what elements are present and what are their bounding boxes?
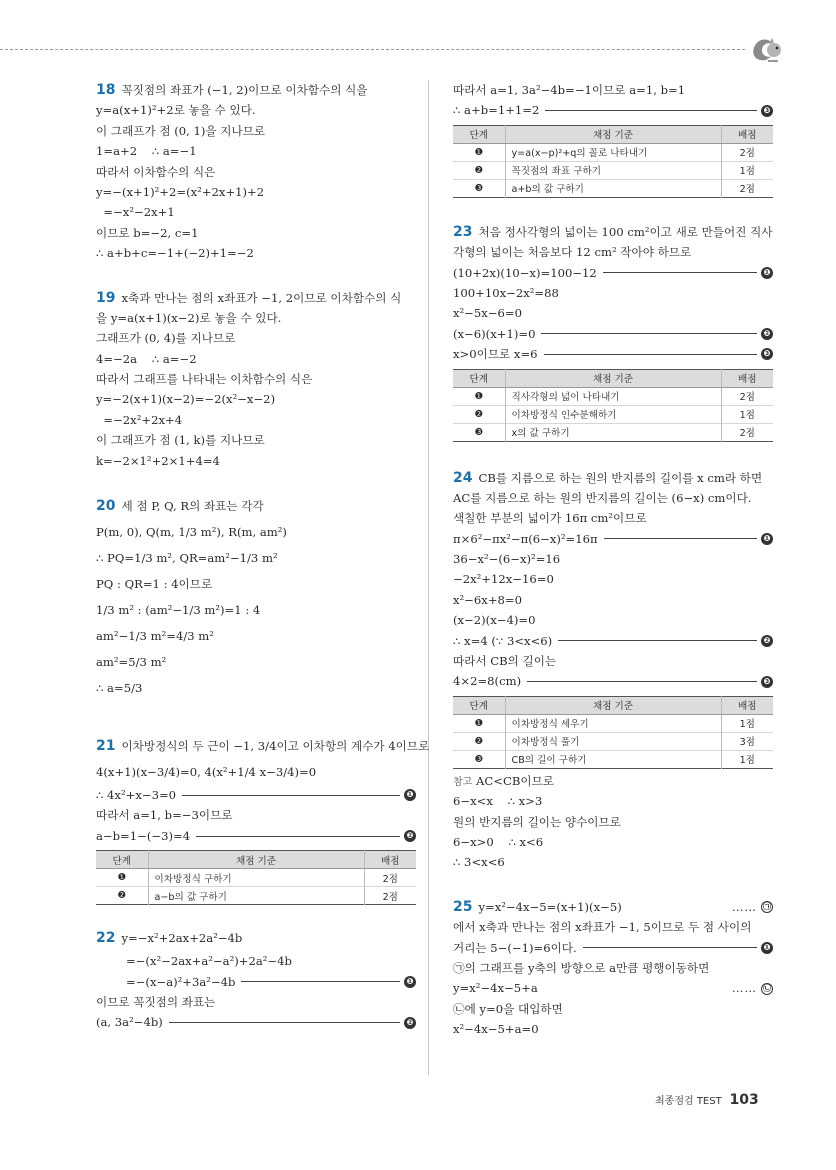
solution-line: ㉠의 그래프를 y축의 방향으로 a만큼 평행이동하면 — [453, 960, 710, 975]
solution-line: 6−x<x ∴ x>3 — [453, 794, 543, 809]
column-divider — [428, 80, 429, 1075]
solution-line: =−x²−2x+1 — [96, 205, 175, 220]
solution-line: 색칠한 부분의 넓이가 16π cm²이므로 — [453, 511, 647, 526]
table-row: ❷ 꼭짓점의 좌표 구하기 1점 — [453, 161, 773, 179]
solution-line: y=x²−4x−5=(x+1)(x−5) — [478, 899, 622, 914]
step-leader-line — [544, 354, 757, 355]
problem-number: 18 — [96, 82, 116, 98]
solution-line: ∴ 3<x<6 — [453, 855, 505, 870]
step-leader-line — [604, 538, 757, 539]
solution-line: k=−2×1²+2×1+4=4 — [96, 453, 220, 468]
step-marker: ❷ — [761, 328, 773, 340]
step-leader-line — [182, 795, 400, 796]
solution-line: 거리는 5−(−1)=6이다. — [453, 940, 577, 955]
solution-line: 따라서 a=1, 3a²−4b=−1이므로 a=1, b=1 — [453, 83, 686, 97]
step-leader-line — [545, 110, 757, 111]
solution-line: 을 y=a(x+1)(x−2)로 놓을 수 있다. — [96, 310, 282, 325]
solution-line: am²−1/3 m²=4/3 m² — [96, 629, 214, 644]
step-leader-line — [241, 981, 400, 982]
solution-line: 그래프가 (0, 4)를 지나므로 — [96, 331, 236, 346]
solution-line: a−b=1−(−3)=4 — [96, 828, 191, 843]
table-row: ❸ a+b의 값 구하기 2점 — [453, 179, 773, 197]
solution-line: x²−6x+8=0 — [453, 592, 522, 607]
solution-line: 원의 반지름의 길이는 양수이므로 — [453, 814, 621, 829]
solution-line: P(m, 0), Q(m, 1/3 m²), R(m, am²) — [96, 525, 287, 540]
right-column — [453, 80, 773, 1040]
table-header: 단계 — [453, 369, 505, 387]
page-number: 103 — [729, 1092, 759, 1108]
table-row: ❶ 이차방정식 세우기 1점 — [453, 714, 773, 732]
solution-line: 4=−2a ∴ a=−2 — [96, 351, 197, 366]
solution-line: 이 그래프가 점 (0, 1)을 지나므로 — [96, 123, 266, 138]
table-row: ❸ CB의 길이 구하기 1점 — [453, 750, 773, 768]
solution-line: 꼭짓점의 좌표가 (−1, 2)이므로 이차함수의 식을 — [121, 83, 368, 97]
solution-line: 36−x²−(6−x)²=16 — [453, 552, 561, 567]
solution-line: 이 그래프가 점 (1, k)를 지나므로 — [96, 433, 265, 448]
problem-24 — [453, 468, 773, 873]
table-row: ❸ x의 값 구하기 2점 — [453, 423, 773, 441]
solution-line: 이므로 b=−2, c=1 — [96, 225, 199, 240]
top-dashed-rule — [0, 49, 745, 50]
solution-line: am²=5/3 m² — [96, 655, 167, 670]
step-leader-line — [169, 1022, 400, 1023]
table-header: 배점 — [721, 696, 773, 714]
step-leader-line — [583, 947, 757, 948]
dotted-leader: …… — [731, 981, 757, 996]
solution-line: 1=a+2 ∴ a=−1 — [96, 144, 197, 159]
solution-line: 6−x>0 ∴ x<6 — [453, 834, 544, 849]
scoring-table — [453, 125, 773, 198]
problem-number: 21 — [96, 738, 116, 755]
solution-line: y=x²−4x−5+a — [453, 981, 538, 996]
solution-line: 1/3 m² : (am²−1/3 m²)=1 : 4 — [96, 603, 261, 618]
step-marker: ❷ — [761, 635, 773, 647]
solution-line: ∴ x=4 (∵ 3<x<6) — [453, 633, 553, 648]
step-marker: ❶ — [404, 789, 416, 801]
step-marker: ❷ — [404, 1017, 416, 1029]
step-marker: ❶ — [404, 976, 416, 988]
table-row: ❷ a−b의 값 구하기 2점 — [96, 887, 416, 905]
solution-line: PQ : QR=1 : 4이므로 — [96, 577, 213, 592]
table-row: ❶ 이차방정식 구하기 2점 — [96, 869, 416, 887]
solution-line: 100+10x−2x²=88 — [453, 285, 559, 300]
table-row: ❷ 이차방정식 인수분해하기 1점 — [453, 405, 773, 423]
table-header: 배점 — [721, 369, 773, 387]
solution-line: 따라서 CB의 길이는 — [453, 654, 557, 669]
solution-line: −2x²+12x−16=0 — [453, 572, 554, 587]
table-row: ❷ 이차방정식 풀기 3점 — [453, 732, 773, 750]
solution-line: (x−6)(x+1)=0 — [453, 326, 536, 341]
step-leader-line — [527, 681, 757, 682]
solution-line: 에서 x축과 만나는 점의 x좌표가 −1, 5이므로 두 점 사이의 — [453, 920, 752, 935]
problem-23 — [453, 222, 773, 442]
table-header: 채점 기준 — [148, 851, 364, 869]
solution-line: AC를 지름으로 하는 원의 반지름의 길이는 (6−x) cm이다. — [453, 490, 752, 505]
note-label: 참고 — [453, 776, 473, 788]
step-marker: ❶ — [761, 267, 773, 279]
problem-number: 24 — [453, 469, 473, 486]
step-leader-line — [558, 640, 757, 641]
solution-line: 각형의 넓이는 처음보다 12 cm² 작아야 하므로 — [453, 245, 692, 260]
step-marker: ❸ — [761, 676, 773, 688]
problem-number: 22 — [96, 930, 116, 947]
table-header: 배점 — [721, 125, 773, 143]
solution-line: 4(x+1)(x−3/4)=0, 4(x²+1/4 x−3/4)=0 — [96, 765, 317, 780]
solution-line: =−(x−a)²+3a²−4b — [126, 974, 236, 989]
table-header: 배점 — [364, 851, 416, 869]
scoring-table — [453, 696, 773, 769]
problem-number: 19 — [96, 289, 116, 306]
solution-line: CB를 지름으로 하는 원의 반지름의 길이를 x cm라 하면 — [478, 470, 763, 485]
solution-line: y=−(x+1)²+2=(x²+2x+1)+2 — [96, 184, 265, 199]
page-footer — [655, 1092, 759, 1108]
solution-line: 따라서 그래프를 나타내는 이차함수의 식은 — [96, 372, 313, 387]
table-header: 채점 기준 — [505, 125, 721, 143]
problem-25 — [453, 897, 773, 1040]
table-row: ❶ 직사각형의 넓이 나타내기 2점 — [453, 387, 773, 405]
footer-label: 최종점검 TEST — [655, 1096, 722, 1107]
solution-line: 처음 정사각형의 넓이는 100 cm²이고 새로 만들어진 직사 — [478, 224, 773, 239]
step-marker: ❸ — [761, 105, 773, 117]
solution-line: (a, 3a²−4b) — [96, 1015, 163, 1030]
solution-line: y=−x²+2ax+2a²−4b — [121, 931, 243, 946]
problem-number: 25 — [453, 898, 473, 915]
solution-line: 이므로 꼭짓점의 좌표는 — [96, 994, 216, 1009]
solution-line: 따라서 이차함수의 식은 — [96, 164, 216, 179]
table-header: 단계 — [96, 851, 148, 869]
solution-line: x축과 만나는 점의 x좌표가 −1, 2이므로 이차함수의 식 — [121, 290, 402, 305]
step-leader-line — [541, 333, 757, 334]
squirrel-mascot-icon — [744, 32, 784, 66]
solution-line: (x−2)(x−4)=0 — [453, 613, 536, 628]
label-marker: ㉡ — [763, 983, 771, 993]
solution-line: 따라서 a=1, b=−3이므로 — [96, 808, 233, 823]
step-leader-line — [196, 836, 400, 837]
table-header: 채점 기준 — [505, 369, 721, 387]
solution-line: 4×2=8(cm) — [453, 674, 522, 689]
solution-line: ㉡에 y=0을 대입하면 — [453, 1001, 563, 1016]
problem-19 — [96, 288, 416, 472]
left-column — [96, 80, 430, 1033]
problem-22-continued — [453, 80, 773, 198]
solution-line: ∴ 4x²+x−3=0 — [96, 788, 177, 803]
solution-line: 이차방정식의 두 근이 −1, 3/4이고 이차항의 계수가 4이므로 — [121, 739, 430, 754]
scoring-table — [96, 850, 416, 905]
label-marker: ㉠ — [763, 901, 771, 911]
problem-number: 23 — [453, 223, 473, 240]
solution-line: ∴ a+b+c=−1+(−2)+1=−2 — [96, 246, 254, 261]
table-row: ❶ y=a(x−p)²+q의 꼴로 나타내기 2점 — [453, 143, 773, 161]
step-marker: ❷ — [404, 830, 416, 842]
table-header: 단계 — [453, 125, 505, 143]
problem-21 — [96, 733, 430, 905]
solution-line: y=−2(x+1)(x−2)=−2(x²−x−2) — [96, 392, 276, 407]
solution-line: =−2x²+2x+4 — [96, 412, 183, 427]
solution-line: ∴ a=5/3 — [96, 681, 143, 696]
solution-line: x²−5x−6=0 — [453, 306, 522, 321]
step-marker: ❶ — [761, 533, 773, 545]
solution-line: π×6²−πx²−π(6−x)²=16π — [453, 531, 598, 546]
solution-line: (10+2x)(10−x)=100−12 — [453, 265, 597, 280]
problem-20 — [96, 493, 416, 701]
solution-line: x²−4x−5+a=0 — [453, 1022, 539, 1037]
step-marker: ❶ — [761, 942, 773, 954]
solution-line: AC<CB이므로 — [476, 773, 554, 788]
solution-line: ∴ a+b=1+1=2 — [453, 103, 540, 118]
solution-line: ∴ PQ=1/3 m², QR=am²−1/3 m² — [96, 551, 278, 566]
problem-number: 20 — [96, 498, 116, 515]
dotted-leader: …… — [731, 899, 757, 914]
step-marker: ❸ — [761, 348, 773, 360]
table-header: 단계 — [453, 696, 505, 714]
solution-line: x>0이므로 x=6 — [453, 347, 538, 362]
scoring-table — [453, 369, 773, 442]
step-leader-line — [603, 272, 757, 273]
solution-line: =−(x²−2ax+a²−a²)+2a²−4b — [126, 954, 292, 969]
solution-line: 세 점 P, Q, R의 좌표는 각각 — [121, 499, 264, 514]
solution-line: y=a(x+1)²+2로 놓을 수 있다. — [96, 103, 256, 118]
problem-18 — [96, 80, 416, 264]
table-header: 채점 기준 — [505, 696, 721, 714]
problem-22 — [96, 925, 416, 1033]
